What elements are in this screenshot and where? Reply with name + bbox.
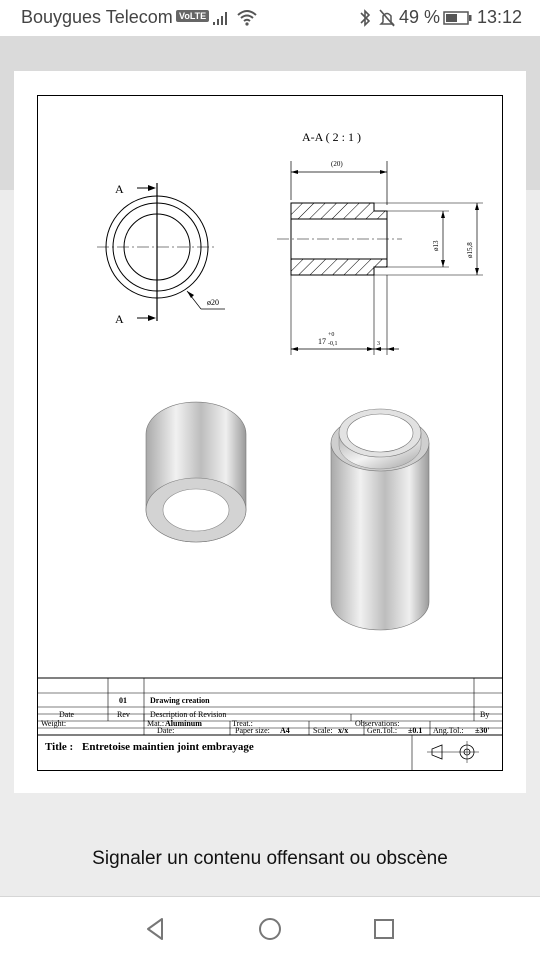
drawing-image[interactable] — [14, 71, 526, 793]
back-icon[interactable] — [140, 913, 172, 945]
header-description: Description of Revision — [150, 710, 227, 719]
header-rev: Rev — [117, 710, 130, 719]
step-length-label: 3 — [377, 341, 380, 347]
length-base-label: 17 — [318, 337, 326, 346]
wifi-icon — [236, 8, 258, 26]
tolerance-lower-label: -0,1 — [328, 341, 338, 347]
clock: 13:12 — [477, 7, 523, 27]
navigation-bar — [0, 896, 540, 960]
scale-label: Scale: — [313, 726, 333, 735]
ang-tol-label: Ang.Tol.: — [433, 726, 464, 735]
ang-tol-value: ±30' — [475, 726, 490, 735]
rev-description: Drawing creation — [150, 696, 210, 705]
title-block — [37, 678, 503, 771]
observations-label: Observations: — [355, 719, 400, 728]
battery-percent: 49 % — [399, 7, 441, 27]
title-label: Title : — [45, 741, 74, 753]
rev-number: 01 — [119, 696, 127, 705]
signal-icon — [212, 10, 230, 26]
outer-diameter-label: ø20 — [207, 298, 219, 307]
bluetooth-icon — [358, 8, 372, 28]
report-offensive-content-link[interactable]: Signaler un contenu offensant ou obscène — [92, 848, 448, 869]
scale-value: x/x — [338, 726, 349, 735]
carrier-name: Bouygues Telecom — [21, 7, 173, 27]
render-bottom-view — [146, 402, 246, 542]
front-view — [97, 182, 225, 326]
header-date: Date — [59, 710, 75, 719]
title-value: Entretoise maintien joint embrayage — [82, 741, 254, 753]
mute-icon — [378, 8, 396, 28]
shoulder-diameter-label: ø15,8 — [466, 242, 474, 258]
home-icon[interactable] — [254, 913, 286, 945]
paper-value: A4 — [280, 726, 290, 735]
weight-label: Weight: — [41, 719, 67, 728]
tolerance-upper-label: +0 — [328, 332, 335, 338]
status-bar — [0, 0, 540, 36]
technical-drawing — [37, 95, 503, 771]
battery-icon — [443, 11, 473, 25]
render-top-view — [331, 409, 429, 630]
section-view — [277, 130, 483, 355]
projection-symbol-icon — [427, 741, 479, 763]
date-label: Date: — [157, 726, 175, 735]
header-by: By — [480, 710, 490, 719]
section-label-bottom: A — [115, 312, 124, 326]
gen-tol-value: ±0.1 — [408, 726, 423, 735]
recent-apps-icon[interactable] — [368, 913, 400, 945]
paper-label: Paper size: — [235, 726, 270, 735]
inner-diameter-label: ø13 — [432, 240, 440, 251]
length-top-label: (20) — [331, 160, 343, 168]
treatment-label: Treat.: — [232, 719, 253, 728]
section-title: A-A ( 2 : 1 ) — [302, 130, 361, 144]
gen-tol-label: Gen.Tol.: — [367, 726, 398, 735]
drawing-frame — [38, 96, 503, 771]
material-value: Aluminum — [165, 719, 202, 728]
material-label: Mat.: — [147, 719, 165, 728]
section-label-top: A — [115, 182, 124, 196]
volte-badge: VoLTE — [176, 10, 209, 22]
